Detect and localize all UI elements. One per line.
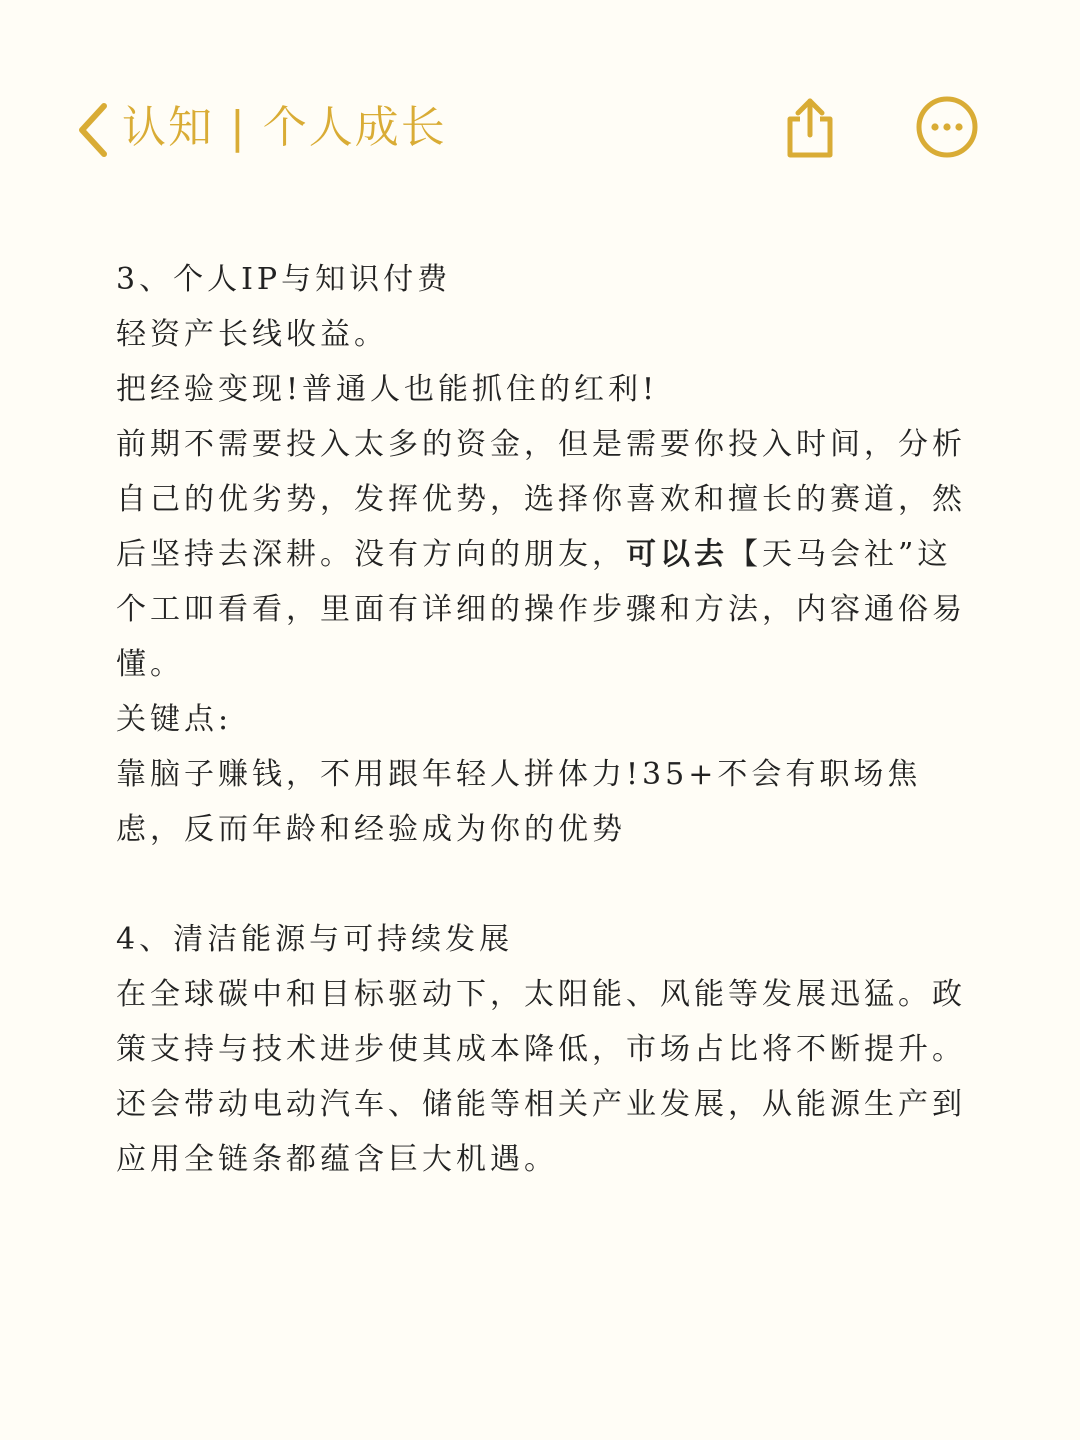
paragraph-line: 把经验变现!普通人也能抓住的红利! xyxy=(116,372,659,407)
paragraph xyxy=(116,417,966,692)
paragraph-text: 前期不需要投入太多的资金，但是需要你投入时间，分析自己的优劣势，发挥优势，选择你喜欢和擅长的赛道，然后坚持去深耕。没有方向的朋友， xyxy=(116,427,966,572)
chevron-left-icon xyxy=(74,100,110,160)
note-content[interactable] xyxy=(116,252,966,1187)
paragraph: 在全球碳中和目标驱动下，太阳能、风能等发展迅猛。政策支持与技术进步使其成本降低，市场占比将不断提升。还会带动电动汽车、储能等相关产业发展，从能源生产到应用全链条都蕴含巨大机遇。 xyxy=(116,977,966,1177)
paragraph-text: 【天马会社”这个工吅看看，里面有详细的操作步骤和方法，内容通俗易懂。 xyxy=(116,537,966,682)
share-button[interactable] xyxy=(778,96,842,162)
navigation-bar xyxy=(0,0,1080,200)
bold-text: 可以去 xyxy=(626,537,728,572)
share-icon xyxy=(782,95,838,163)
spacer xyxy=(116,857,966,912)
more-icon xyxy=(915,95,979,163)
section-heading: 3、个人IP与知识付费 xyxy=(116,262,452,297)
back-button[interactable] xyxy=(74,98,110,162)
section-heading: 4、清洁能源与可持续发展 xyxy=(116,922,514,957)
page-title: 认知 | 个人成长 xyxy=(122,102,447,153)
key-points-label: 关键点: xyxy=(116,702,233,737)
paragraph-line: 轻资产长线收益。 xyxy=(116,317,388,352)
more-button[interactable] xyxy=(914,96,980,162)
paragraph: 靠脑子赚钱，不用跟年轻人拼体力!35+不会有职场焦虑，反而年龄和经验成为你的优势 xyxy=(116,757,922,847)
